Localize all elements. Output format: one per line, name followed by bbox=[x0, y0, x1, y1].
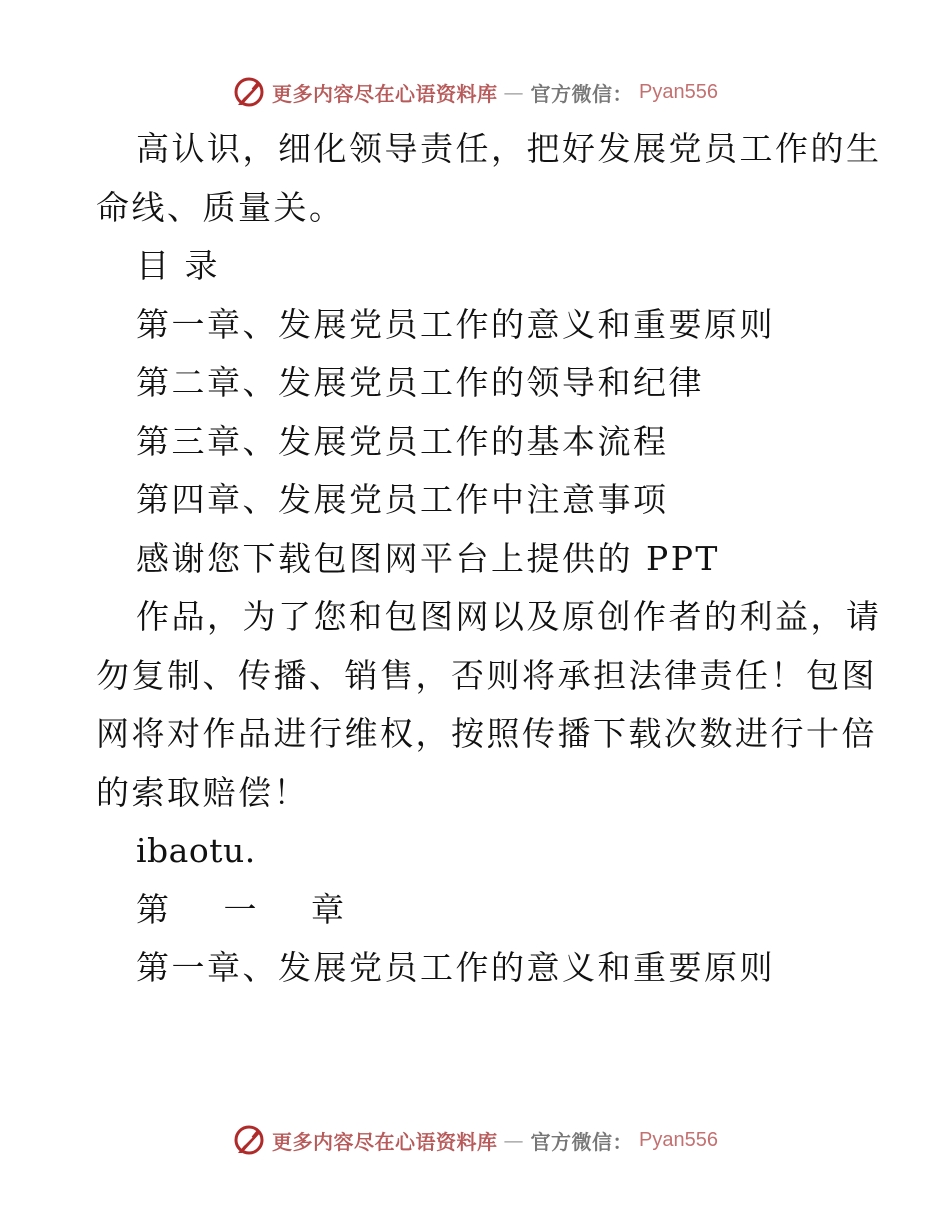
toc-item: 第四章、发展党员工作中注意事项 bbox=[136, 480, 669, 519]
watermark-wechat-label: 官方微信： bbox=[530, 81, 634, 106]
text-line: 高认识，细化领导责任，把好发展党员工作的生 bbox=[136, 129, 882, 168]
text-line: 命线、质量关。 bbox=[96, 187, 345, 227]
toc-item: 第一章、发展党员工作的意义和重要原则 bbox=[136, 304, 775, 344]
text-line: ibaotu. bbox=[136, 831, 256, 870]
watermark-wechat-id: Pyan556 bbox=[639, 1128, 718, 1151]
watermark-dash: — bbox=[503, 1128, 525, 1152]
text-line: 勿复制、传播、销售，否则将承担法律责任！包图 bbox=[96, 655, 877, 695]
header-watermark bbox=[0, 72, 950, 112]
watermark-wechat-label: 官方微信： bbox=[530, 1129, 634, 1154]
text-line: 作品，为了您和包图网以及原创作者的利益，请 bbox=[136, 597, 882, 636]
watermark-dash: — bbox=[503, 80, 525, 104]
chapter-title: 第一章、发展党员工作的意义和重要原则 bbox=[136, 948, 775, 987]
feather-pen-icon bbox=[232, 1123, 266, 1157]
feather-pen-icon bbox=[232, 75, 266, 109]
toc-heading: 目 录 bbox=[136, 246, 220, 285]
text-line: 的索取赔偿！ bbox=[96, 772, 309, 812]
chapter-heading: 第 一 章 bbox=[136, 889, 366, 929]
toc-item: 第二章、发展党员工作的领导和纪律 bbox=[136, 363, 704, 402]
text-line: 网将对作品进行维权，按照传播下载次数进行十倍 bbox=[96, 714, 877, 753]
toc-item: 第三章、发展党员工作的基本流程 bbox=[136, 421, 669, 461]
watermark-site-text: 更多内容尽在心语资料库 bbox=[272, 81, 498, 106]
watermark-wechat-id: Pyan556 bbox=[639, 80, 718, 103]
text-line: 感谢您下载包图网平台上提供的 PPT bbox=[136, 538, 720, 578]
footer-watermark bbox=[0, 1120, 950, 1160]
document-body bbox=[96, 120, 882, 998]
watermark-site-text: 更多内容尽在心语资料库 bbox=[272, 1129, 498, 1154]
